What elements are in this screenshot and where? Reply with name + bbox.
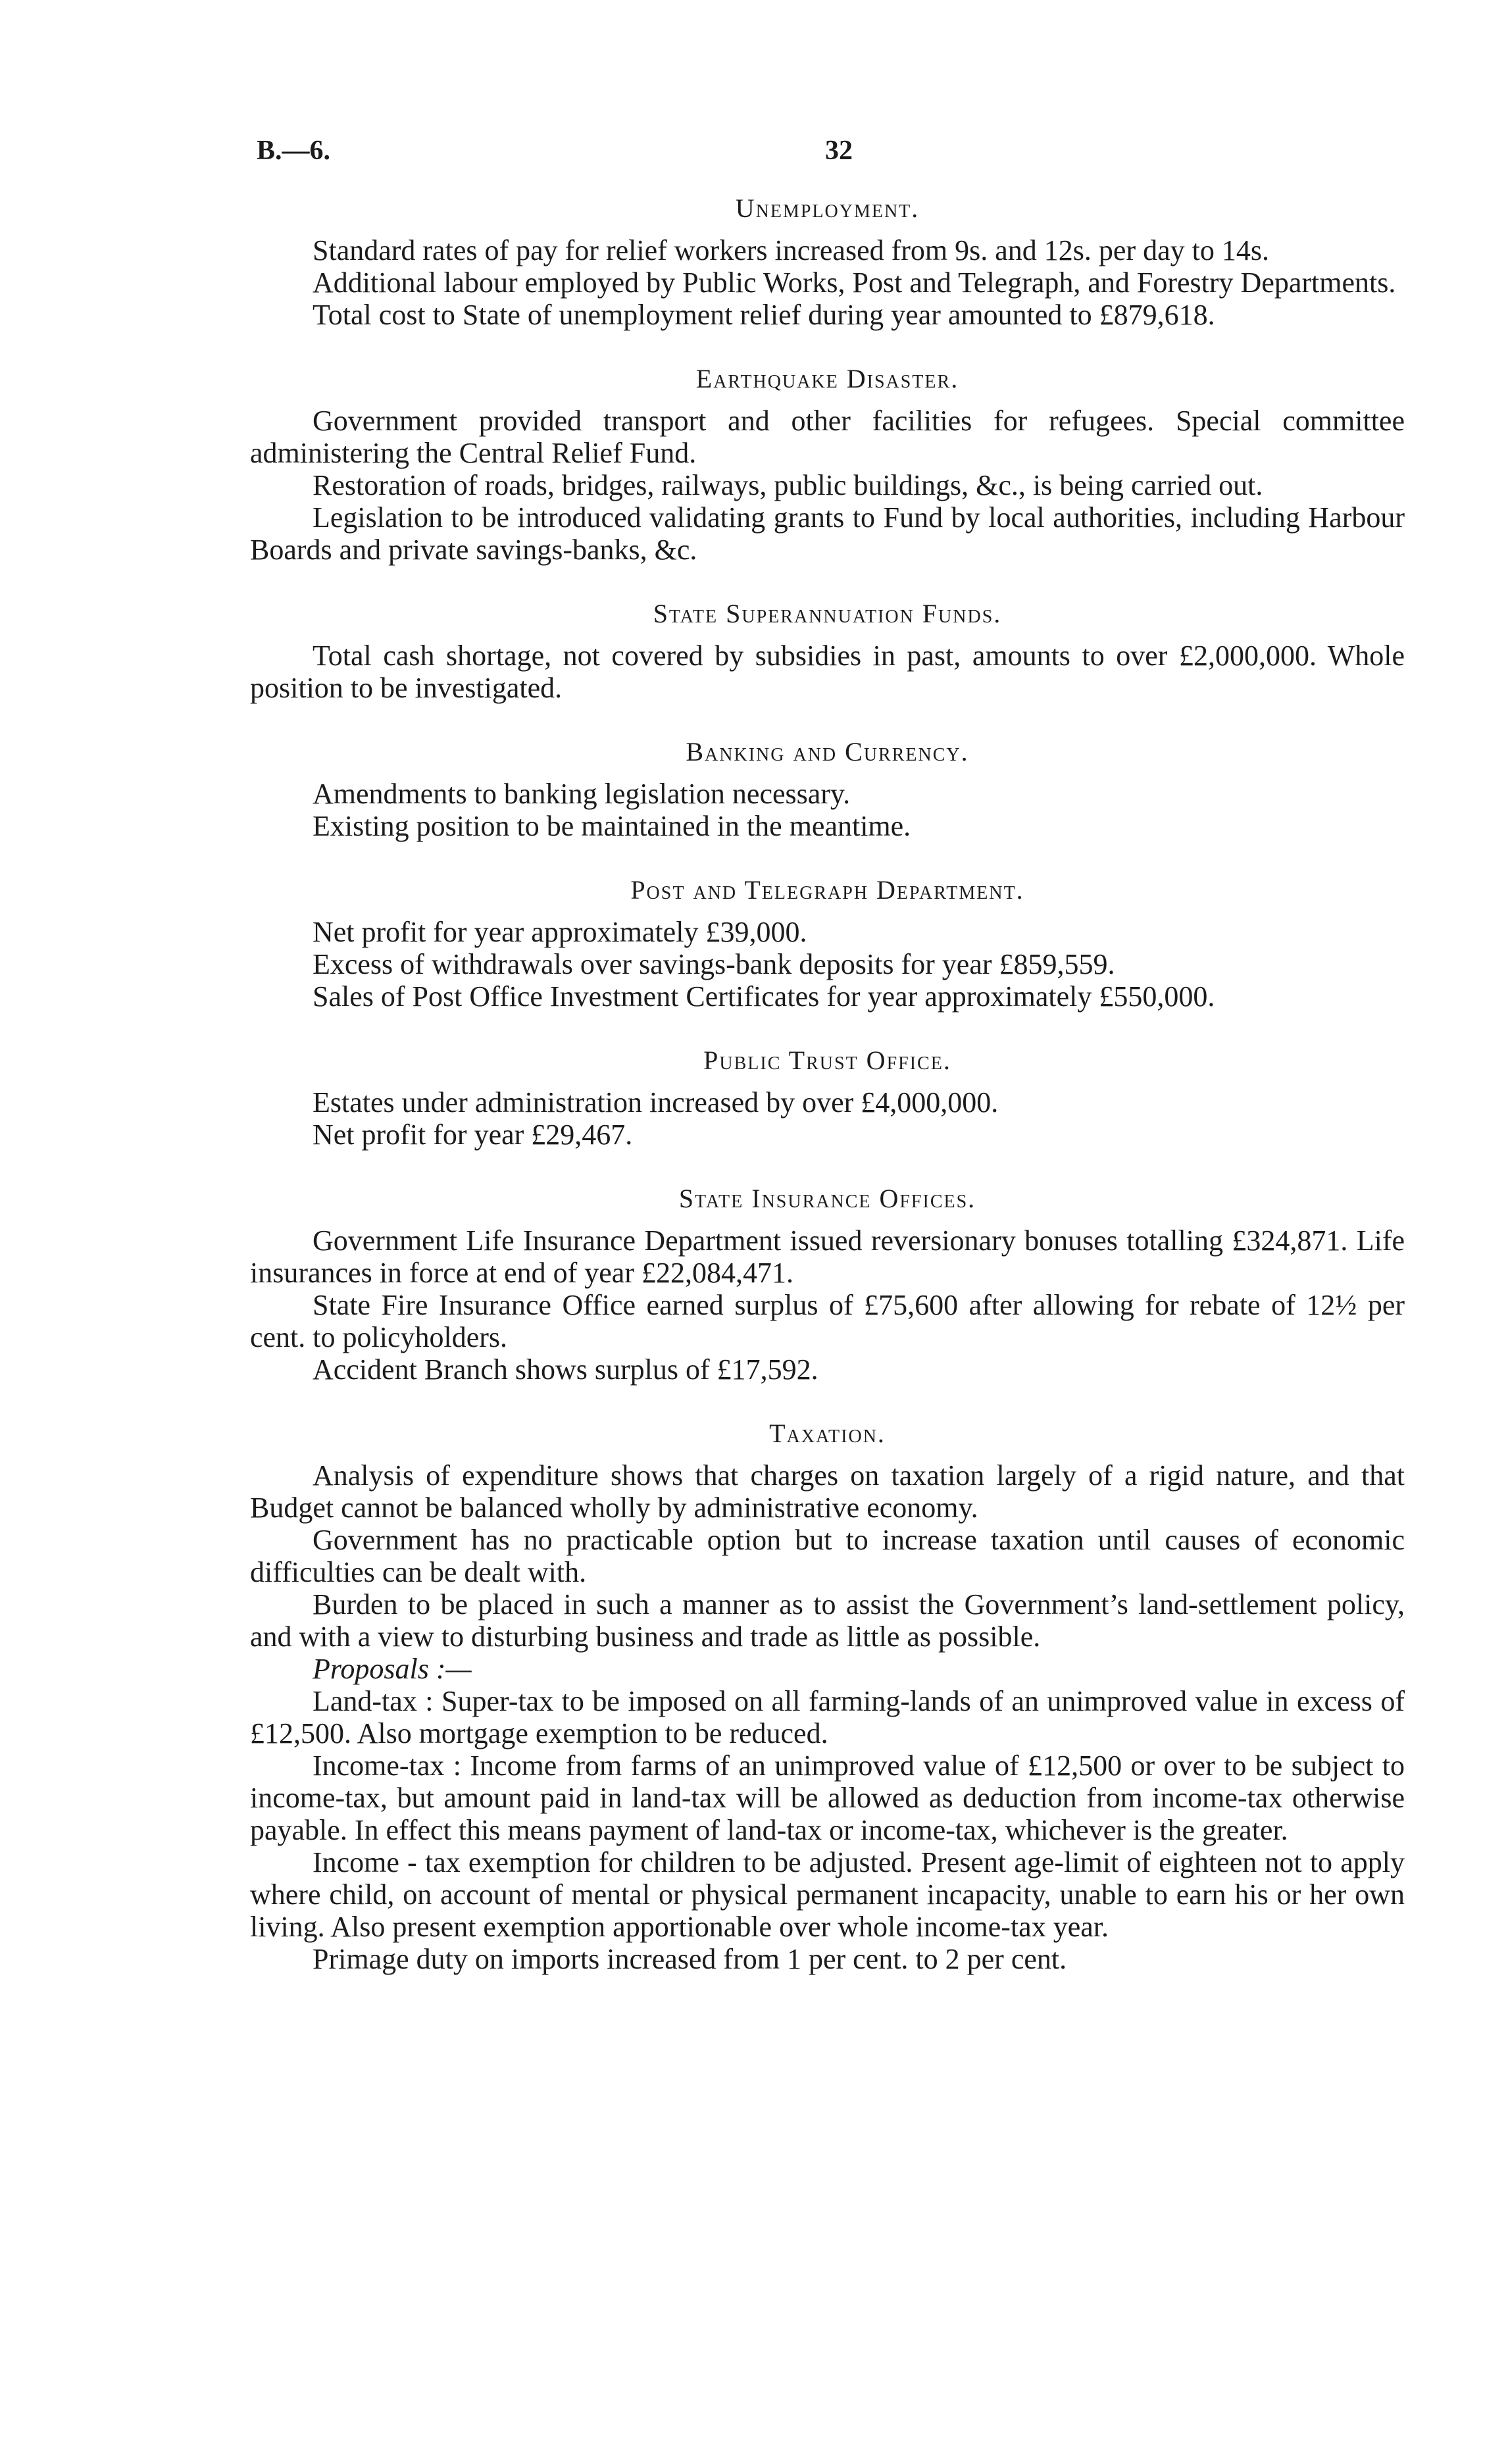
paragraph: Additional labour employed by Public Works, Post and Telegraph, and Forestry Departments.: [313, 266, 1396, 299]
paragraph: Total cost to State of unemployment relief during year amounted to £879,618.: [313, 299, 1215, 331]
paragraph: State Fire Insurance Office earned surplus of £75,600 after allowing for rebate of 12½ per cent. to policyholders.: [250, 1289, 1405, 1353]
paragraph: Net profit for year £29,467.: [313, 1119, 633, 1151]
paragraph: Amendments to banking legislation necessary.: [313, 778, 851, 810]
paragraph: Sales of Post Office Investment Certificates for year approximately £550,000.: [313, 980, 1215, 1013]
paragraph: Income - tax exemption for children to be adjusted. Present age-limit of eighteen not to apply where child, on account of mental or physical permanent incapacity, unable to earn his or her own living. Also present exemption apportionable over whole income-tax year.: [250, 1846, 1405, 1943]
page-body: [250, 191, 1405, 1975]
section-state-superannuation-funds: [250, 596, 1405, 704]
paragraph: Excess of withdrawals over savings-bank deposits for year £859,559.: [313, 948, 1115, 980]
paragraph: Existing position to be maintained in the meantime.: [313, 810, 911, 842]
paragraph: Total cash shortage, not covered by subsidies in past, amounts to over £2,000,000. Whole position to be investigated.: [250, 640, 1405, 704]
paragraph: Government provided transport and other facilities for refugees. Special committee administering the Central Relief Fund.: [250, 405, 1405, 469]
section-taxation: [250, 1416, 1405, 1975]
section-heading: Unemployment.: [735, 193, 920, 223]
paragraph: Primage duty on imports increased from 1 per cent. to 2 per cent.: [313, 1943, 1067, 1975]
paragraph: Legislation to be introduced validating grants to Fund by local authorities, including Harbour Boards and private savings-banks, &c.: [250, 501, 1405, 566]
paragraph: Standard rates of pay for relief workers increased from 9s. and 12s. per day to 14s.: [313, 234, 1269, 266]
section-banking-and-currency: [250, 734, 1405, 842]
section-heading: Taxation.: [769, 1419, 886, 1448]
section-earthquake-disaster: [250, 361, 1405, 566]
section-heading: Banking and Currency.: [686, 737, 969, 767]
paragraph: Government Life Insurance Department issued reversionary bonuses totalling £324,871. Life insurances in force at end of year £22,084,471.: [250, 1224, 1405, 1289]
section-heading: Earthquake Disaster.: [695, 364, 959, 393]
section-post-and-telegraph: [250, 872, 1405, 1013]
paragraph: Estates under administration increased by over £4,000,000.: [313, 1086, 999, 1119]
section-state-insurance-offices: [250, 1181, 1405, 1386]
paragraph: Analysis of expenditure shows that charges on taxation largely of a rigid nature, and that Budget cannot be balanced wholly by administrative economy.: [250, 1459, 1405, 1524]
paragraph: Restoration of roads, bridges, railways, public buildings, &c., is being carried out.: [313, 469, 1263, 501]
paragraph: Government has no practicable option but to increase taxation until causes of economic difficulties can be dealt with.: [250, 1524, 1405, 1588]
section-heading: Public Trust Office.: [703, 1045, 951, 1075]
paragraph: Burden to be placed in such a manner as to assist the Government’s land-settlement policy, and with a view to disturbing business and trade as little as possible.: [250, 1588, 1405, 1653]
page-number: 32: [825, 136, 853, 166]
paragraph: Accident Branch shows surplus of £17,592.: [313, 1353, 818, 1386]
paragraph: Net profit for year approximately £39,000.: [313, 916, 807, 948]
document-reference: B.—6.: [257, 136, 331, 166]
section-public-trust-office: [250, 1043, 1405, 1151]
paragraph: Income-tax : Income from farms of an unimproved value of £12,500 or over to be subject to income-tax, but amount paid in land-tax will be allowed as deduction from income-tax otherwise payable. In effect this means payment of land-tax or income-tax, whichever is the greater.: [250, 1749, 1405, 1846]
section-unemployment: [250, 191, 1405, 331]
paragraph: Land-tax : Super-tax to be imposed on all farming-lands of an unimproved value in excess of £12,500. Also mortgage exemption to be reduced.: [250, 1685, 1405, 1749]
section-heading: State Superannuation Funds.: [653, 599, 1002, 628]
proposals-label: Proposals :—: [313, 1653, 472, 1685]
section-heading: Post and Telegraph Department.: [630, 875, 1024, 905]
section-heading: State Insurance Offices.: [678, 1184, 976, 1213]
